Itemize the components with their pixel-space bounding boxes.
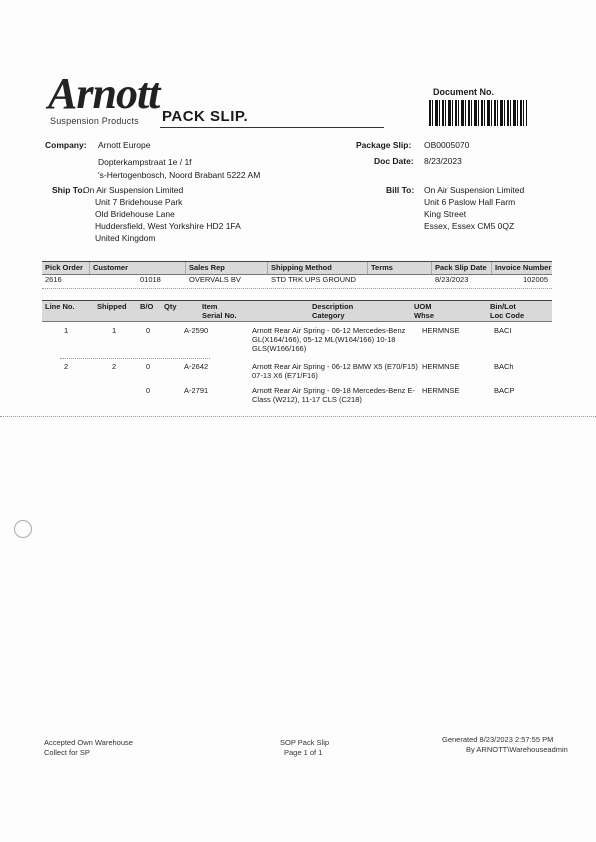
- order-grid-header-cell: Terms: [368, 262, 432, 274]
- order-grid-cell: [368, 274, 432, 288]
- line-number: 2: [64, 362, 69, 371]
- lines-header-subcell: Whse: [414, 311, 435, 320]
- ship-to-line: United Kingdom: [95, 233, 156, 243]
- lines-header-cell: Line No.: [45, 302, 75, 311]
- line-warehouse: HERMNSE: [422, 386, 460, 395]
- punch-hole: [14, 520, 32, 538]
- line-description: Arnott Rear Air Spring - 06-12 Mercedes-Benz GL(X164/166), 05-12 ML(W164/166) 10-18 GLS(W166/166): [252, 326, 406, 353]
- bill-to-line: On Air Suspension Limited: [424, 185, 525, 195]
- logo-tagline: Suspension Products: [50, 116, 139, 126]
- line-backorder: 0: [146, 326, 151, 335]
- line-warehouse: HERMNSE: [422, 362, 460, 371]
- lines-header-cell: Qty: [164, 302, 177, 311]
- doc-date-value: 8/23/2023: [424, 156, 462, 166]
- company-label: Company:: [45, 140, 87, 150]
- footer-center-line: SOP Pack Slip: [280, 738, 330, 747]
- order-grid-header-cell: Sales Rep: [186, 262, 268, 274]
- line-warehouse: HERMNSE: [422, 326, 460, 335]
- lines-header-subcell: Category: [312, 311, 345, 320]
- lines-header-cell: Shipped: [97, 302, 127, 311]
- line-location: BACP: [494, 386, 515, 395]
- ship-to-label: Ship To:: [52, 185, 86, 195]
- footer-left-line: Accepted Own Warehouse: [44, 738, 133, 747]
- company-address-line: 's-Hertogenbosch, Noord Brabant 5222 AM: [98, 170, 261, 180]
- ship-to-line: Huddersfield, West Yorkshire HD2 1FA: [95, 221, 241, 231]
- company-address-line: Dopterkampstraat 1e / 1f: [98, 157, 192, 167]
- document-barcode: [429, 100, 527, 126]
- title-underline: [160, 127, 384, 128]
- scan-artifact-line: [60, 358, 210, 359]
- line-shipped: 2: [112, 362, 117, 371]
- lines-header-subcell: Loc Code: [490, 311, 525, 320]
- order-grid-cell: 102005: [522, 275, 548, 284]
- order-grid-cell: STD TRK UPS GROUND: [271, 275, 356, 284]
- footer-left-line: Collect for SP: [44, 748, 90, 757]
- order-grid-header-cell: Pick Order: [42, 262, 90, 274]
- line-shipped: 1: [112, 326, 117, 335]
- lines-header-cell: B/O: [140, 302, 154, 311]
- order-grid-row: [42, 274, 552, 289]
- order-grid-cell: 01018: [140, 275, 161, 284]
- table-row: [42, 362, 552, 382]
- line-location: BACh: [494, 362, 514, 371]
- bill-to-label: Bill To:: [386, 185, 415, 195]
- line-location: BACI: [494, 326, 512, 335]
- order-grid-header-cell: Shipping Method: [268, 262, 368, 274]
- bill-to-line: King Street: [424, 209, 467, 219]
- ship-to-line: Old Bridehouse Lane: [95, 209, 175, 219]
- company-name: Arnott Europe: [98, 140, 151, 150]
- order-grid-header-cell: Pack Slip Date: [432, 262, 492, 274]
- table-row: [42, 386, 552, 406]
- line-item: A-2642: [184, 362, 209, 371]
- package-slip-value: OB0005070: [424, 140, 470, 150]
- line-description: Arnott Rear Air Spring - 06-12 BMW X5 (E70/F15) 07-13 X6 (E71/F16): [252, 362, 418, 380]
- bill-to-line: Unit 6 Paslow Hall Farm: [424, 197, 516, 207]
- table-row: [42, 326, 552, 358]
- line-item: A-2590: [184, 326, 209, 335]
- lines-header-cell: Bin/Lot: [490, 302, 516, 311]
- line-item: A-2791: [184, 386, 209, 395]
- lines-header-cell: Item: [202, 302, 218, 311]
- footer-right-line: Generated 8/23/2023 2:57:55 PM: [442, 735, 554, 744]
- ship-to-line: Unit 7 Bridehouse Park: [95, 197, 183, 207]
- order-grid-header: [42, 261, 552, 275]
- footer-page-number: Page 1 of 1: [284, 748, 323, 757]
- lines-table-header: [42, 300, 552, 322]
- order-grid-cell: 2616: [45, 275, 62, 284]
- line-number: 1: [64, 326, 69, 335]
- line-backorder: 0: [146, 386, 151, 395]
- order-grid-header-cell: Customer: [90, 262, 186, 274]
- line-backorder: 0: [146, 362, 151, 371]
- lines-header-subcell: Serial No.: [202, 311, 237, 320]
- document-title: PACK SLIP.: [162, 108, 249, 125]
- company-logo: Arnott: [48, 69, 160, 118]
- lines-header-cell: UOM: [414, 302, 432, 311]
- ship-to-line: On Air Suspension Limited: [83, 185, 184, 195]
- order-grid-cell: OVERVALS BV: [189, 275, 241, 284]
- doc-date-label: Doc Date:: [374, 156, 414, 166]
- footer-right-line: By ARNOTT\Warehouseadmin: [466, 745, 568, 754]
- order-grid-header-cell: Invoice Number: [495, 263, 552, 272]
- package-slip-label: Package Slip:: [356, 140, 412, 150]
- lines-header-cell: Description: [312, 302, 354, 311]
- document-number-label: Document No.: [433, 87, 495, 97]
- order-grid-cell: 8/23/2023: [435, 275, 469, 284]
- bill-to-line: Essex, Essex CM5 0QZ: [424, 221, 515, 231]
- line-description: Arnott Rear Air Spring - 09-18 Mercedes-Benz E-Class (W212), 11-17 CLS (C218): [252, 386, 415, 404]
- scan-artifact-line: [0, 416, 596, 417]
